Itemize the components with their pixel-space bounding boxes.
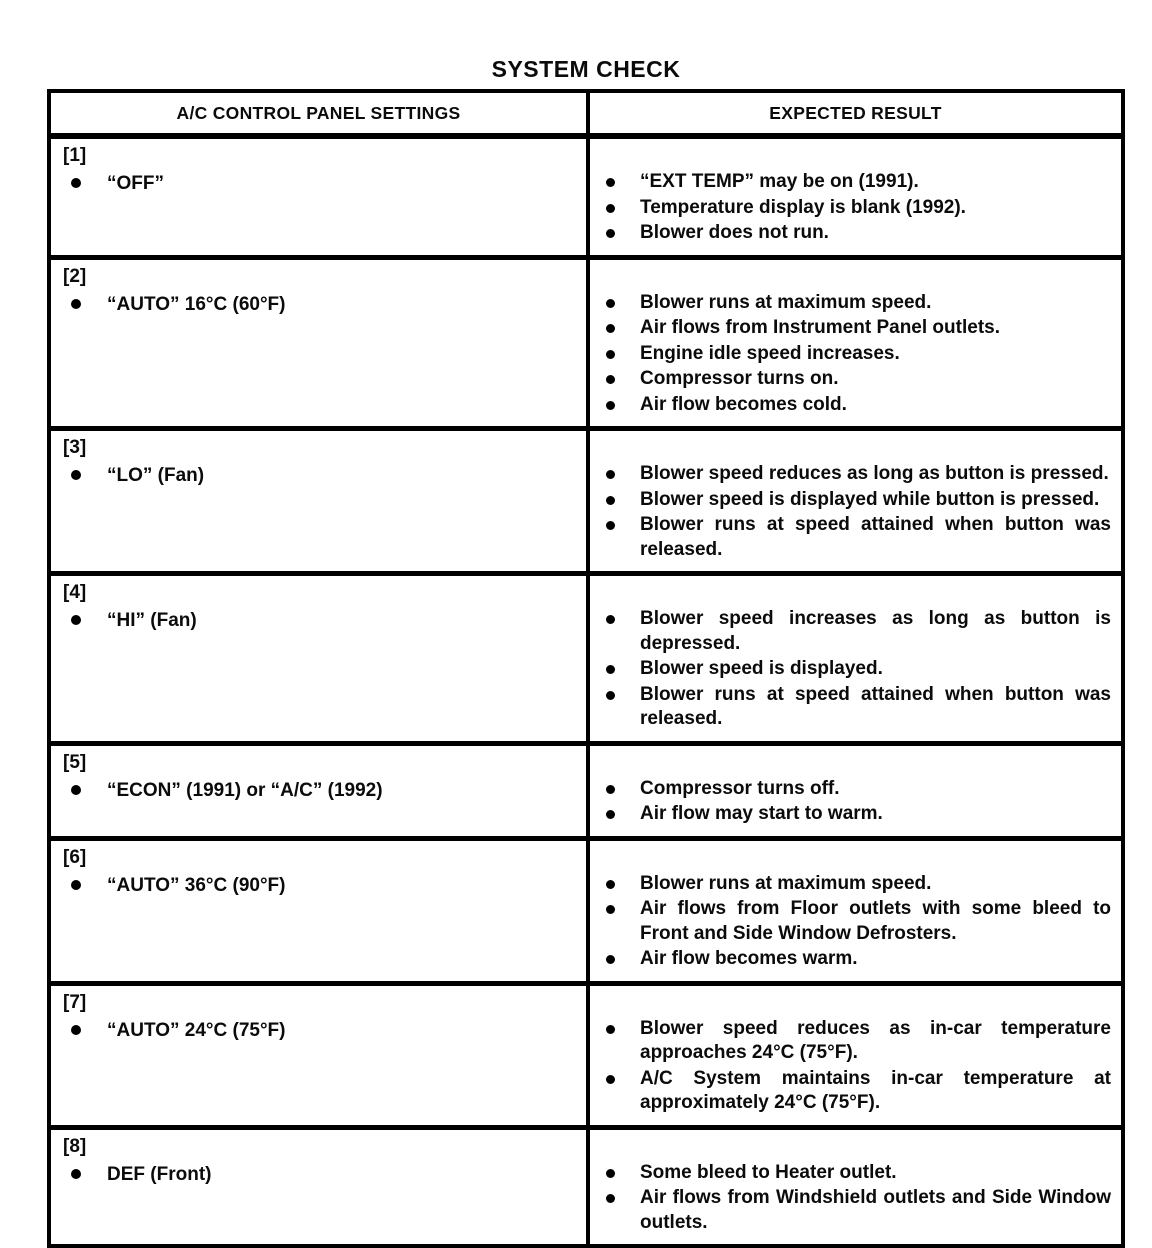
result-text: Blower speed increases as long as button is depressed. bbox=[640, 608, 1111, 654]
bullet-icon bbox=[606, 665, 615, 674]
result-item bbox=[600, 1186, 1113, 1235]
row-number: [6] bbox=[63, 846, 87, 868]
result-item bbox=[600, 291, 1113, 316]
table-row bbox=[51, 836, 1121, 981]
row-number: [3] bbox=[63, 437, 87, 458]
row-number: [2] bbox=[63, 265, 87, 287]
result-item bbox=[600, 947, 1113, 972]
bullet-icon bbox=[71, 1169, 81, 1179]
result-text: Air flows from Floor outlets with some bleed to Front and Side Window Defrosters. bbox=[640, 898, 1111, 944]
bullet-icon bbox=[606, 1194, 615, 1203]
bullet-icon bbox=[606, 401, 615, 410]
bullet-icon bbox=[606, 785, 615, 794]
bullet-icon bbox=[606, 324, 615, 333]
bullet-icon bbox=[606, 204, 615, 213]
result-text: Blower speed is displayed while button is pressed. bbox=[640, 488, 1100, 510]
result-text: Air flow may start to warm. bbox=[640, 803, 883, 824]
setting-label: “OFF” bbox=[107, 173, 164, 194]
result-text: Engine idle speed increases. bbox=[640, 342, 900, 364]
result-item bbox=[600, 777, 1113, 802]
setting-item bbox=[61, 293, 576, 316]
result-text: Blower runs at maximum speed. bbox=[640, 291, 932, 313]
result-item bbox=[600, 170, 1113, 195]
settings-cell bbox=[51, 260, 590, 427]
result-text: Temperature display is blank (1992). bbox=[640, 196, 966, 218]
expected-result-cell bbox=[590, 431, 1121, 571]
result-text: Air flows from Instrument Panel outlets. bbox=[640, 317, 1000, 338]
table-row bbox=[51, 981, 1121, 1125]
result-item bbox=[600, 342, 1113, 367]
table-row bbox=[51, 741, 1121, 836]
bullet-icon bbox=[71, 615, 81, 625]
bullet-icon bbox=[606, 375, 615, 384]
setting-label: “ECON” (1991) or “A/C” (1992) bbox=[107, 779, 383, 801]
setting-label: “HI” (Fan) bbox=[107, 610, 197, 631]
setting-item bbox=[61, 874, 576, 897]
bullet-icon bbox=[606, 1025, 615, 1034]
row-number: [5] bbox=[63, 751, 87, 773]
result-text: Blower speed reduces as in-car temperature approaches 24°C (75°F). bbox=[640, 1017, 1111, 1063]
table-row bbox=[51, 426, 1121, 571]
header-cell-expected-result: EXPECTED RESULT bbox=[769, 102, 942, 123]
bullet-icon bbox=[606, 810, 615, 819]
expected-result-cell bbox=[590, 576, 1121, 741]
bullet-icon bbox=[606, 178, 615, 187]
result-item bbox=[600, 367, 1113, 392]
result-text: Compressor turns off. bbox=[640, 777, 840, 799]
result-item bbox=[600, 872, 1113, 897]
expected-result-cell bbox=[590, 139, 1121, 255]
result-item bbox=[600, 393, 1113, 418]
setting-item bbox=[61, 464, 576, 487]
row-number: [4] bbox=[63, 582, 87, 603]
page-title: SYSTEM CHECK bbox=[491, 56, 681, 82]
table-row bbox=[51, 255, 1121, 427]
row-number: [1] bbox=[63, 145, 87, 166]
result-item bbox=[600, 488, 1113, 513]
result-text: Air flow becomes warm. bbox=[640, 948, 858, 969]
table-body bbox=[51, 139, 1121, 1244]
result-text: Blower runs at speed attained when button was released. bbox=[640, 683, 1111, 729]
result-item bbox=[600, 607, 1113, 656]
setting-item bbox=[61, 172, 576, 195]
result-text: “EXT TEMP” may be on (1991). bbox=[640, 171, 919, 192]
setting-label: “AUTO” 36°C (90°F) bbox=[107, 874, 286, 896]
result-item bbox=[600, 802, 1113, 827]
bullet-icon bbox=[606, 1169, 615, 1178]
bullet-icon bbox=[606, 229, 615, 238]
bullet-icon bbox=[71, 785, 81, 795]
setting-item bbox=[61, 609, 576, 632]
result-item bbox=[600, 1017, 1113, 1066]
bullet-icon bbox=[606, 880, 615, 889]
result-text: Blower speed is displayed. bbox=[640, 658, 883, 679]
setting-label: DEF (Front) bbox=[107, 1163, 212, 1185]
bullet-icon bbox=[71, 178, 81, 188]
result-item bbox=[600, 196, 1113, 221]
expected-result-cell bbox=[590, 841, 1121, 981]
bullet-icon bbox=[606, 521, 615, 530]
bullet-icon bbox=[71, 299, 81, 309]
result-text: Blower speed reduces as long as button is pressed. bbox=[640, 463, 1109, 484]
settings-cell bbox=[51, 841, 590, 981]
result-text: Air flow becomes cold. bbox=[640, 393, 847, 415]
result-item bbox=[600, 1067, 1113, 1116]
result-text: Blower does not run. bbox=[640, 222, 829, 243]
result-text: Compressor turns on. bbox=[640, 368, 839, 389]
settings-cell bbox=[51, 139, 590, 255]
result-item bbox=[600, 657, 1113, 682]
result-item bbox=[600, 1161, 1113, 1186]
bullet-icon bbox=[71, 470, 81, 480]
setting-label: “AUTO” 24°C (75°F) bbox=[107, 1019, 286, 1041]
header-cell-settings: A/C CONTROL PANEL SETTINGS bbox=[51, 93, 590, 133]
expected-result-cell bbox=[590, 746, 1121, 836]
result-text: Blower runs at speed attained when button was released. bbox=[640, 514, 1111, 560]
bullet-icon bbox=[606, 1075, 615, 1084]
setting-label: “LO” (Fan) bbox=[107, 465, 205, 486]
setting-item bbox=[61, 1163, 576, 1186]
table-row bbox=[51, 139, 1121, 255]
row-number: [8] bbox=[63, 1135, 87, 1157]
result-item bbox=[600, 513, 1113, 562]
result-item bbox=[600, 897, 1113, 946]
bullet-icon bbox=[606, 299, 615, 308]
table-row bbox=[51, 1125, 1121, 1245]
result-item bbox=[600, 316, 1113, 341]
setting-label: “AUTO” 16°C (60°F) bbox=[107, 293, 286, 315]
result-text: Air flows from Windshield outlets and Side Window outlets. bbox=[640, 1187, 1111, 1233]
bullet-icon bbox=[606, 905, 615, 914]
result-item bbox=[600, 462, 1113, 487]
bullet-icon bbox=[606, 955, 615, 964]
expected-result-cell bbox=[590, 260, 1121, 427]
expected-result-cell bbox=[590, 1130, 1121, 1245]
bullet-icon bbox=[606, 470, 615, 479]
settings-cell bbox=[51, 431, 590, 571]
result-text: Blower runs at maximum speed. bbox=[640, 872, 932, 894]
setting-item bbox=[61, 779, 576, 802]
settings-cell bbox=[51, 1130, 590, 1245]
bullet-icon bbox=[606, 615, 615, 624]
settings-cell bbox=[51, 986, 590, 1125]
bullet-icon bbox=[71, 1025, 81, 1035]
settings-cell bbox=[51, 746, 590, 836]
table-header-row bbox=[51, 93, 1121, 139]
result-item bbox=[600, 221, 1113, 246]
bullet-icon bbox=[606, 350, 615, 359]
bullet-icon bbox=[606, 691, 615, 700]
system-check-table bbox=[47, 89, 1125, 1248]
row-number: [7] bbox=[63, 991, 87, 1013]
bullet-icon bbox=[71, 880, 81, 890]
result-text: Some bleed to Heater outlet. bbox=[640, 1161, 897, 1183]
settings-cell bbox=[51, 576, 590, 741]
expected-result-cell bbox=[590, 986, 1121, 1125]
setting-item bbox=[61, 1019, 576, 1042]
result-item bbox=[600, 683, 1113, 732]
table-row bbox=[51, 571, 1121, 741]
bullet-icon bbox=[606, 496, 615, 505]
result-text: A/C System maintains in-car temperature at approximately 24°C (75°F). bbox=[640, 1067, 1111, 1113]
